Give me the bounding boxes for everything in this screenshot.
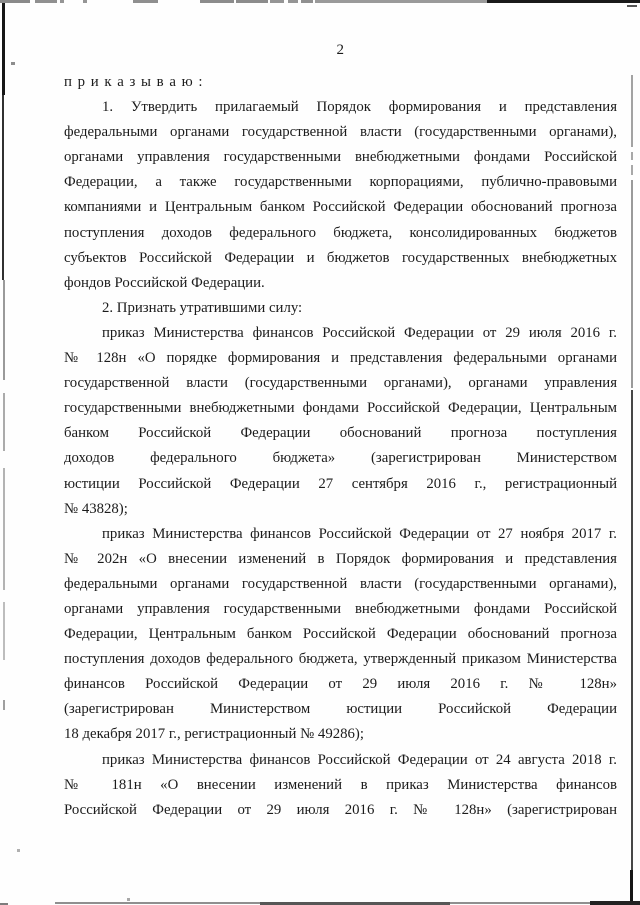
text-line: государственными внебюджетными фондами Российской Федерации, Центральным: [64, 400, 617, 417]
scan-artifact-right-edge: [631, 180, 633, 388]
text-line: приказ Министерства финансов Российской Федерации от 24 августа 2018 г.: [102, 751, 617, 768]
scan-artifact-top-edge: [236, 0, 268, 3]
text-line: Федерации, Центральным банком Российской Федерации обоснований прогноза: [64, 626, 617, 643]
text-line: № 128н «О порядке формирования и представления федеральными органами: [64, 350, 617, 367]
scan-artifact-right-edge: [631, 165, 633, 175]
scan-artifact-top-edge: [301, 0, 313, 3]
text-line: п р и к а з ы в а ю :: [64, 74, 204, 90]
scan-artifact-right-edge: [631, 152, 633, 160]
scan-artifact-top-edge: [487, 0, 640, 3]
text-line: 1. Утвердить прилагаемый Порядок формирования и представления: [102, 99, 617, 116]
document-lines: [64, 70, 617, 823]
text-line: (зарегистрирован Министерством юстиции Российской Федерации: [64, 701, 617, 718]
scan-artifact-top-edge: [270, 0, 284, 3]
text-line: приказ Министерства финансов Российской Федерации от 29 июля 2016 г.: [102, 324, 617, 341]
scan-artifact-top-edge: [35, 0, 57, 3]
scan-artifact-right-edge: [630, 870, 633, 903]
scan-artifact-left-edge: [3, 393, 5, 451]
scan-artifact-left-edge: [2, 0, 5, 95]
text-line: компаниями и Центральным банком Российской Федерации обоснований прогноза: [64, 199, 617, 216]
scan-artifact-bottom-edge: [450, 902, 590, 904]
text-line: органами управления государственными внебюджетными фондами Российской: [64, 149, 617, 166]
text-line: поступления доходов федерального бюджета, утвержденный приказом Министерства: [64, 651, 617, 668]
scan-artifact-top-edge: [60, 0, 64, 3]
scan-artifact-bottom-edge: [55, 902, 260, 904]
text-line: № 181н «О внесении изменений в приказ Министерства финансов: [64, 776, 617, 793]
text-line: субъектов Российской Федерации и бюджетов государственных внебюджетных: [64, 249, 617, 266]
text-line: доходов федерального бюджета» (зарегистрирован Министерством: [64, 450, 617, 467]
text-line: органами управления государственными внебюджетными фондами Российской: [64, 600, 617, 617]
scan-artifact-left-edge: [2, 95, 4, 280]
scan-artifact-bottom-edge: [590, 901, 640, 905]
text-line: приказ Министерства финансов Российской Федерации от 27 ноября 2017 г.: [102, 525, 617, 542]
text-line: Российской Федерации от 29 июля 2016 г. № 128н» (зарегистрирован: [64, 801, 617, 818]
text-line: 18 декабря 2017 г., регистрационный № 49286);: [64, 726, 364, 743]
text-line: поступления доходов федерального бюджета, консолидированных бюджетов: [64, 224, 617, 241]
scan-artifact-top-edge: [0, 0, 30, 3]
text-line: государственной власти (государственными органами), органами управления: [64, 375, 617, 392]
text-line: федеральными органами государственной власти (государственными органами),: [64, 124, 617, 141]
scan-artifact-right-edge: [631, 75, 633, 147]
text-line: № 43828);: [64, 500, 128, 517]
text-line: № 202н «О внесении изменений в Порядок формирования и представления: [64, 550, 617, 567]
text-line: фондов Российской Федерации.: [64, 274, 265, 291]
scan-artifact-top-edge: [627, 5, 637, 7]
scan-artifact-top-edge: [200, 0, 234, 3]
scan-artifact-top-edge: [133, 0, 158, 3]
scan-artifact-speck: [17, 849, 20, 852]
scan-artifact-speck: [127, 898, 130, 901]
scan-artifact-left-edge: [3, 602, 5, 660]
scan-artifact-top-edge: [315, 0, 487, 3]
text-line: банком Российской Федерации обоснований прогноза поступления: [64, 425, 617, 442]
text-line: юстиции Российской Федерации 27 сентября 2016 г., регистрационный: [64, 475, 617, 492]
text-line: федеральными органами государственной власти (государственными органами),: [64, 575, 617, 592]
scan-artifact-left-edge: [3, 468, 5, 590]
scan-artifact-top-edge: [288, 0, 298, 3]
scan-artifact-right-edge: [631, 390, 633, 870]
scan-artifact-speck: [11, 62, 15, 65]
scan-artifact-top-edge: [83, 0, 87, 3]
text-line: 2. Признать утратившими силу:: [102, 299, 303, 316]
text-line: финансов Российской Федерации от 29 июля 2016 г. № 128н»: [64, 676, 617, 693]
text-line: Федерации, а также государственными корпорациями, публично-правовыми: [64, 174, 617, 191]
scan-artifact-left-edge: [3, 700, 5, 710]
scan-artifact-left-edge: [3, 280, 5, 380]
page-number: 2: [336, 42, 345, 58]
